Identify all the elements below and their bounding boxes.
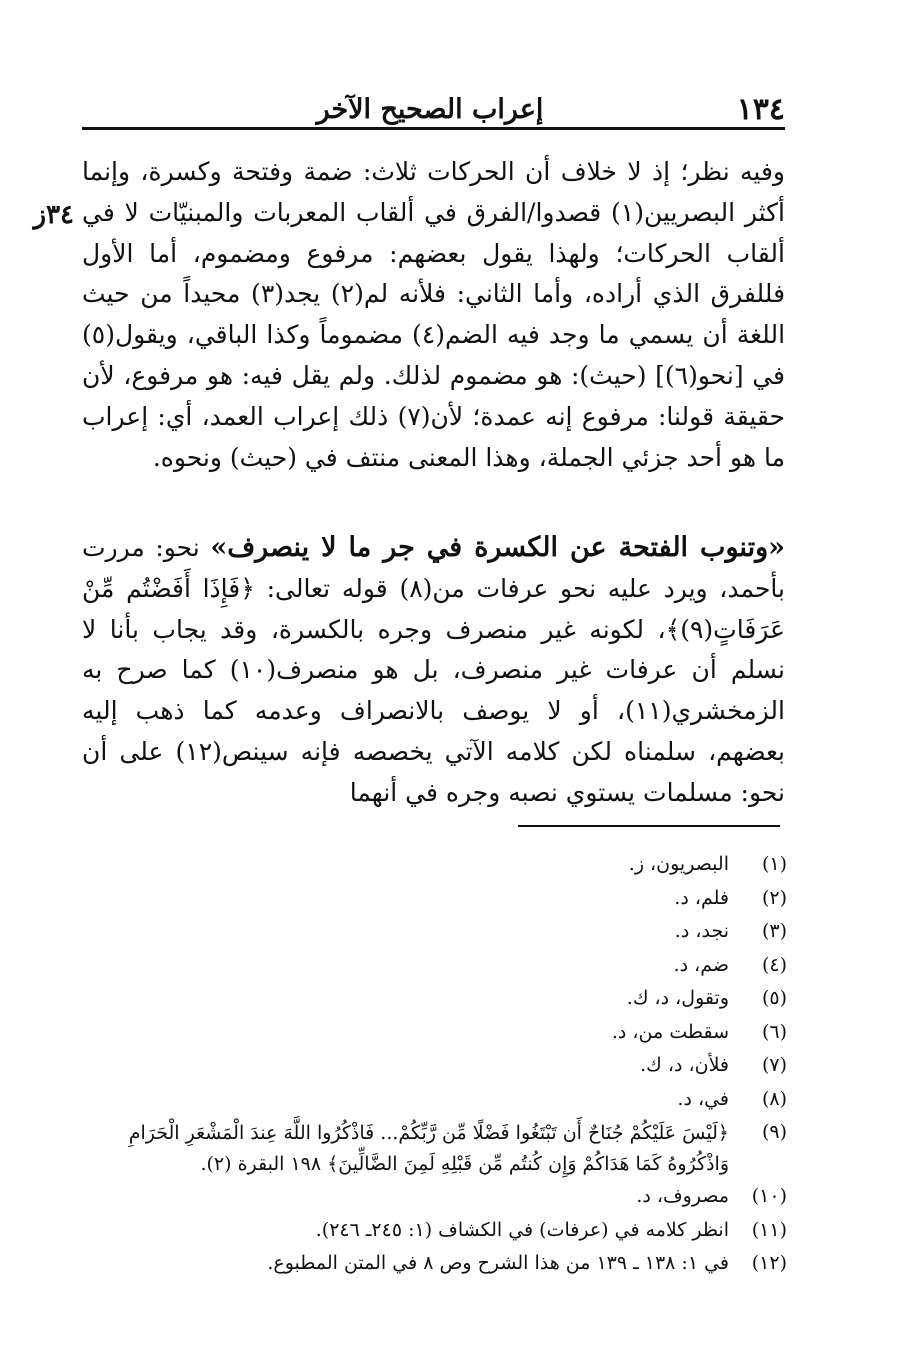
footnote-number: (٣) bbox=[761, 920, 787, 942]
footnote-quran-verse bbox=[82, 1116, 787, 1180]
paragraph-1-line-8: في (حيث) ونحوه. bbox=[152, 442, 338, 472]
footnote-text: في ١: ١٣٨ ـ ١٣٩ من هذا الشرح وص ٨ في المتن المطبوع. bbox=[267, 1252, 729, 1274]
footnote bbox=[82, 982, 787, 1016]
paragraph-2-line-2: عَرَفَاتٍ(٩)﴾، لكونه غير منصرف وجره بالكسرة، وقد يجاب بأنا لا نسلم أن bbox=[82, 614, 786, 685]
paragraph-2-lead: «وتنوب الفتحة عن الكسرة في جر ما لا ينصرف» bbox=[210, 532, 785, 563]
footnote-number: (١٢) bbox=[751, 1252, 787, 1274]
footnote-number: (٤) bbox=[761, 953, 787, 976]
paragraph-2-line-4: أو لا يوصف بالانصراف وعدمه كما ذهب إليه بعضهم، سلمناه لكن كلامه bbox=[82, 696, 786, 766]
footnote-text: ضم، د. bbox=[673, 953, 729, 976]
paragraph-1-line-3: الحركات؛ ولهذا يقول بعضهم: مرفوع ومضموم، أما الأول فللفرق الذي bbox=[82, 238, 786, 309]
footnote-number: (٦) bbox=[761, 1020, 787, 1043]
footnote-text: في، د. bbox=[677, 1087, 729, 1110]
footnote-number: (١١) bbox=[751, 1218, 787, 1241]
footnote-text: فلأن، د، ك. bbox=[640, 1054, 729, 1076]
footnote-number: (٨) bbox=[761, 1087, 787, 1110]
paragraph-2-lead-rest: نحو: مررت bbox=[82, 533, 211, 562]
footnote-text: انظر كلامه في (عرفات) في الكشاف (١: ٢٤٥ـ ٢٤٦). bbox=[315, 1218, 729, 1241]
paragraph-1-line-5: الضم(٤) مضموماً وكذا الباقي، ويقول(٥) في [نحو(٦)] (حيث): هو مضموم bbox=[82, 320, 785, 390]
footnote bbox=[82, 882, 787, 916]
footnote-number: (١) bbox=[761, 853, 787, 875]
footnote-number: (١٠) bbox=[751, 1185, 787, 1207]
footnote bbox=[82, 1016, 787, 1050]
footnote-text: وتقول، د، ك. bbox=[626, 987, 729, 1009]
footnote bbox=[82, 949, 787, 983]
paragraph-2 bbox=[82, 528, 785, 814]
paragraph-2-line-5: الآتي يخصصه فإنه سينص(١٢) على أن نحو: مسلمات يستوي نصبه وجره في أنهما bbox=[82, 736, 785, 807]
footnote-number: (٩) bbox=[761, 1121, 787, 1143]
paragraph-1-line-7: ذلك إعراب العمد، أي: إعراب ما هو أحد جزئي الجملة، وهذا المعنى منتف bbox=[82, 401, 785, 472]
paragraph-2-line-1: بأحمد، ويرد عليه نحو عرفات من(٨) قوله تعالى: ﴿فَإِذَا أَفَضْتُم مِّنْ bbox=[82, 573, 785, 603]
footnote bbox=[82, 1049, 787, 1083]
footnote-text: نجد، د. bbox=[674, 920, 729, 942]
paragraph-2-line-3: عرفات غير منصرف، بل هو منصرف(١٠) كما صرح به الزمخشري(١١)، bbox=[82, 655, 785, 726]
paragraph-1-line-1: وفيه نظر؛ إذ لا خلاف أن الحركات ثلاث: ضمة وفتحة وكسرة، وإنما bbox=[82, 157, 785, 186]
footnote bbox=[82, 848, 787, 882]
paragraph-1-line-2: أكثر البصريين(١) قصدوا/الفرق في ألقاب المعربات والمبنيّات لا في ألقاب bbox=[82, 197, 786, 268]
footnote-text: فلم، د. bbox=[674, 886, 729, 909]
footnote bbox=[82, 1180, 787, 1214]
footnote-text: البصريون، ز. bbox=[628, 853, 729, 875]
footnote-text: ﴿لَيْسَ عَلَيْكُمْ جُنَاحٌ أَن تَبْتَغُوا فَضْلًا مِّن رَّبِّكُمْ... فَاذْكُرُوا اللَّهَ عِندَ الْمَشْعَرِ الْحَرَامِ وَاذْكُرُوهُ كَمَا هَدَاكُمْ وَإِن كُنتُم مِّن قَبْلِهِ لَمِنَ الضَّالِّينَ﴾ ١٩٨ البقرة (٢). bbox=[128, 1122, 729, 1175]
margin-reference: ٣٤ز bbox=[33, 200, 74, 230]
running-title: إعراب الصحيح الآخر bbox=[316, 94, 544, 125]
footnote-number: (٧) bbox=[761, 1054, 787, 1076]
footnote bbox=[82, 1214, 787, 1248]
header-rule bbox=[82, 127, 785, 130]
footnote bbox=[82, 1247, 787, 1281]
footnotes-list bbox=[82, 848, 787, 1281]
paragraph-1-line-4: أراده، وأما الثاني: فلأنه لم(٢) يجد(٣) محيداً من حيث اللغة أن يسمي ما وجد فيه bbox=[82, 279, 786, 350]
footnote-number: (٢) bbox=[761, 886, 787, 909]
paragraph-1-line-6: لذلك. ولم يقل فيه: هو مرفوع، لأن حقيقة قولنا: مرفوع إنه عمدة؛ لأن(٧) bbox=[82, 360, 785, 431]
footnote-text: سقطت من، د. bbox=[611, 1020, 729, 1043]
footnote bbox=[82, 915, 787, 949]
footnote-text: مصروف، د. bbox=[636, 1185, 729, 1207]
page-number: ١٣٤ bbox=[736, 92, 785, 127]
footnote bbox=[82, 1083, 787, 1117]
footnote-separator bbox=[518, 825, 780, 827]
paragraph-1 bbox=[82, 152, 785, 478]
footnote-number: (٥) bbox=[761, 987, 787, 1009]
